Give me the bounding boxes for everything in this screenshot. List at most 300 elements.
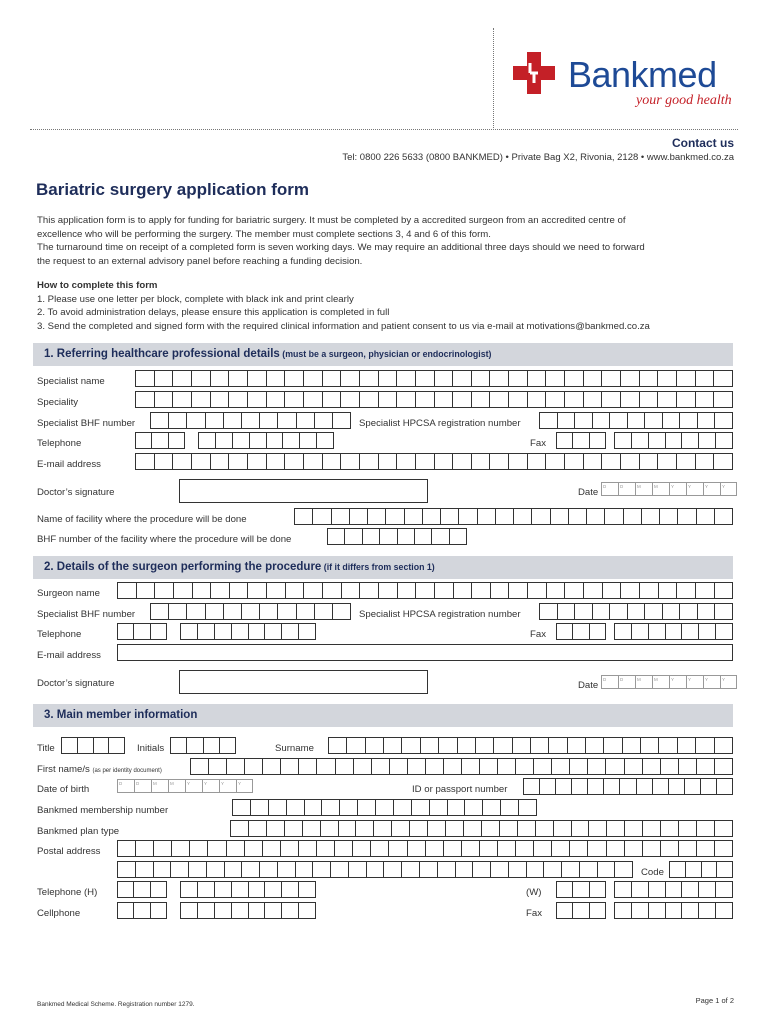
letter-box[interactable] <box>357 799 375 816</box>
letter-box[interactable] <box>172 370 191 387</box>
letter-box[interactable] <box>415 370 434 387</box>
letter-box[interactable] <box>583 453 602 470</box>
letter-box[interactable] <box>641 508 659 525</box>
letter-box[interactable] <box>303 582 322 599</box>
letter-box[interactable] <box>648 881 665 898</box>
letter-box[interactable] <box>434 453 453 470</box>
letter-box[interactable] <box>497 758 515 775</box>
letter-box[interactable] <box>411 799 429 816</box>
letter-box[interactable] <box>396 391 415 408</box>
letter-box[interactable] <box>415 391 434 408</box>
letter-box[interactable] <box>214 623 231 640</box>
letter-box[interactable] <box>453 582 472 599</box>
letter-box[interactable] <box>420 737 438 754</box>
member-fax-code-boxes[interactable] <box>556 902 606 919</box>
letter-box[interactable] <box>527 582 546 599</box>
letter-box[interactable] <box>277 861 295 878</box>
letter-box[interactable] <box>244 758 262 775</box>
letter-box[interactable] <box>61 737 77 754</box>
fax-code-boxes[interactable] <box>556 432 606 449</box>
member-fax-number-boxes[interactable] <box>614 902 733 919</box>
letter-box[interactable] <box>614 432 631 449</box>
letter-box[interactable] <box>679 412 697 429</box>
letter-box[interactable] <box>266 432 283 449</box>
letter-box[interactable] <box>284 370 303 387</box>
letter-box[interactable] <box>526 861 544 878</box>
letter-box[interactable] <box>620 453 639 470</box>
letter-box[interactable] <box>355 820 373 837</box>
letter-box[interactable] <box>332 603 351 620</box>
date-digit-box[interactable]: Y <box>686 482 703 496</box>
letter-box[interactable] <box>508 453 527 470</box>
cellphone-number-boxes[interactable] <box>180 902 316 919</box>
letter-box[interactable] <box>186 603 204 620</box>
letter-box[interactable] <box>620 582 639 599</box>
letter-box[interactable] <box>475 737 493 754</box>
telephone-work-number-boxes[interactable] <box>614 881 733 898</box>
letter-box[interactable] <box>154 391 173 408</box>
letter-box[interactable] <box>340 391 359 408</box>
letter-box[interactable] <box>681 432 698 449</box>
letter-box[interactable] <box>383 861 401 878</box>
letter-box[interactable] <box>219 737 236 754</box>
letter-box[interactable] <box>500 799 518 816</box>
letter-box[interactable] <box>316 758 334 775</box>
letter-box[interactable] <box>407 840 425 857</box>
letter-box[interactable] <box>652 778 668 795</box>
letter-box[interactable] <box>603 778 619 795</box>
letter-box[interactable] <box>133 902 149 919</box>
letter-box[interactable] <box>698 432 715 449</box>
postal-code-boxes[interactable] <box>669 861 733 878</box>
letter-box[interactable] <box>331 508 349 525</box>
letter-box[interactable] <box>471 453 490 470</box>
letter-box[interactable] <box>191 370 210 387</box>
letter-box[interactable] <box>614 623 631 640</box>
letter-box[interactable] <box>556 881 572 898</box>
letter-box[interactable] <box>268 799 286 816</box>
letter-box[interactable] <box>716 861 733 878</box>
letter-box[interactable] <box>206 861 224 878</box>
letter-box[interactable] <box>151 432 167 449</box>
letter-box[interactable] <box>639 370 658 387</box>
letter-box[interactable] <box>597 861 615 878</box>
member-title-boxes[interactable] <box>61 737 125 754</box>
letter-box[interactable] <box>344 528 361 545</box>
letter-box[interactable] <box>517 820 535 837</box>
letter-box[interactable] <box>108 737 125 754</box>
letter-box[interactable] <box>135 861 153 878</box>
letter-box[interactable] <box>557 603 575 620</box>
letter-box[interactable] <box>389 758 407 775</box>
letter-box[interactable] <box>328 737 346 754</box>
letter-box[interactable] <box>624 840 642 857</box>
letter-box[interactable] <box>602 582 621 599</box>
letter-box[interactable] <box>609 412 627 429</box>
letter-box[interactable] <box>397 582 416 599</box>
letter-box[interactable] <box>117 881 133 898</box>
surgeon-fax-code-boxes[interactable] <box>556 623 606 640</box>
date-digit-box[interactable]: Y <box>703 482 720 496</box>
letter-box[interactable] <box>527 391 546 408</box>
surgeon-bhf-boxes[interactable] <box>150 603 351 620</box>
letter-box[interactable] <box>277 412 295 429</box>
surgeon-telephone-code-boxes[interactable] <box>117 623 167 640</box>
letter-box[interactable] <box>180 623 197 640</box>
letter-box[interactable] <box>266 370 285 387</box>
letter-box[interactable] <box>512 737 530 754</box>
letter-box[interactable] <box>298 840 316 857</box>
membership-number-boxes[interactable] <box>232 799 537 816</box>
letter-box[interactable] <box>231 902 248 919</box>
letter-box[interactable] <box>117 902 133 919</box>
letter-box[interactable] <box>606 840 624 857</box>
letter-box[interactable] <box>631 432 648 449</box>
letter-box[interactable] <box>698 881 715 898</box>
letter-box[interactable] <box>685 861 701 878</box>
letter-box[interactable] <box>153 840 171 857</box>
letter-box[interactable] <box>304 799 322 816</box>
letter-box[interactable] <box>365 737 383 754</box>
letter-box[interactable] <box>681 902 698 919</box>
letter-box[interactable] <box>587 778 603 795</box>
letter-box[interactable] <box>571 820 589 837</box>
letter-box[interactable] <box>681 881 698 898</box>
surname-boxes[interactable] <box>328 737 733 754</box>
letter-box[interactable] <box>515 840 533 857</box>
letter-box[interactable] <box>583 370 602 387</box>
letter-box[interactable] <box>606 820 624 837</box>
letter-box[interactable] <box>135 370 154 387</box>
letter-box[interactable] <box>348 861 366 878</box>
letter-box[interactable] <box>636 778 652 795</box>
letter-box[interactable] <box>228 370 247 387</box>
letter-box[interactable] <box>662 603 680 620</box>
letter-box[interactable] <box>714 412 733 429</box>
letter-box[interactable] <box>665 623 682 640</box>
letter-box[interactable] <box>627 412 645 429</box>
letter-box[interactable] <box>322 391 341 408</box>
letter-box[interactable] <box>383 737 401 754</box>
letter-box[interactable] <box>697 603 715 620</box>
letter-box[interactable] <box>434 391 453 408</box>
letter-box[interactable] <box>266 582 285 599</box>
letter-box[interactable] <box>556 432 572 449</box>
letter-box[interactable] <box>644 603 662 620</box>
letter-box[interactable] <box>589 881 606 898</box>
letter-box[interactable] <box>249 432 266 449</box>
letter-box[interactable] <box>281 623 298 640</box>
date-digit-box[interactable]: Y <box>185 779 202 793</box>
surgeon-signature-box[interactable] <box>179 670 428 694</box>
letter-box[interactable] <box>574 412 592 429</box>
letter-box[interactable] <box>601 370 620 387</box>
letter-box[interactable] <box>539 603 557 620</box>
letter-box[interactable] <box>445 820 463 837</box>
letter-box[interactable] <box>614 902 631 919</box>
letter-box[interactable] <box>497 840 515 857</box>
letter-box[interactable] <box>359 453 378 470</box>
letter-box[interactable] <box>696 758 714 775</box>
letter-box[interactable] <box>481 820 499 837</box>
initials-boxes[interactable] <box>170 737 236 754</box>
letter-box[interactable] <box>696 840 714 857</box>
letter-box[interactable] <box>564 453 583 470</box>
facility-bhf-boxes[interactable] <box>327 528 467 545</box>
letter-box[interactable] <box>248 881 265 898</box>
letter-box[interactable] <box>247 391 266 408</box>
letter-box[interactable] <box>248 820 266 837</box>
letter-box[interactable] <box>349 508 367 525</box>
letter-box[interactable] <box>135 453 154 470</box>
letter-box[interactable] <box>298 758 316 775</box>
letter-box[interactable] <box>379 528 396 545</box>
specialist-hpcsa-boxes[interactable] <box>539 412 733 429</box>
letter-box[interactable] <box>136 582 155 599</box>
letter-box[interactable] <box>530 737 548 754</box>
letter-box[interactable] <box>404 508 422 525</box>
letter-box[interactable] <box>197 902 214 919</box>
date-digit-box[interactable]: Y <box>202 779 219 793</box>
letter-box[interactable] <box>678 840 696 857</box>
letter-box[interactable] <box>244 840 262 857</box>
letter-box[interactable] <box>295 861 313 878</box>
telephone-home-number-boxes[interactable] <box>180 881 316 898</box>
telephone-work-code-boxes[interactable] <box>556 881 606 898</box>
letter-box[interactable] <box>648 432 665 449</box>
letter-box[interactable] <box>429 799 447 816</box>
letter-box[interactable] <box>658 582 677 599</box>
letter-box[interactable] <box>93 737 109 754</box>
letter-box[interactable] <box>440 508 458 525</box>
letter-box[interactable] <box>223 412 241 429</box>
letter-box[interactable] <box>284 820 302 837</box>
letter-box[interactable] <box>154 582 173 599</box>
letter-box[interactable] <box>572 902 588 919</box>
letter-box[interactable] <box>489 453 508 470</box>
letter-box[interactable] <box>714 840 733 857</box>
letter-box[interactable] <box>339 799 357 816</box>
letter-box[interactable] <box>189 840 207 857</box>
letter-box[interactable] <box>226 758 244 775</box>
date-digit-box[interactable]: D <box>134 779 151 793</box>
letter-box[interactable] <box>605 758 623 775</box>
letter-box[interactable] <box>499 820 517 837</box>
date-digit-box[interactable]: Y <box>669 482 686 496</box>
letter-box[interactable] <box>639 391 658 408</box>
letter-box[interactable] <box>640 737 658 754</box>
letter-box[interactable] <box>312 861 330 878</box>
letter-box[interactable] <box>340 453 359 470</box>
letter-box[interactable] <box>205 412 223 429</box>
letter-box[interactable] <box>334 840 352 857</box>
letter-box[interactable] <box>564 582 583 599</box>
letter-box[interactable] <box>550 508 568 525</box>
fax-number-boxes[interactable] <box>614 432 733 449</box>
letter-box[interactable] <box>248 902 265 919</box>
letter-box[interactable] <box>77 737 93 754</box>
date-digit-box[interactable]: Y <box>703 675 720 689</box>
letter-box[interactable] <box>259 603 277 620</box>
letter-box[interactable] <box>282 432 299 449</box>
letter-box[interactable] <box>133 881 149 898</box>
surgeon-email-box[interactable] <box>117 644 733 661</box>
letter-box[interactable] <box>715 881 733 898</box>
letter-box[interactable] <box>677 508 695 525</box>
letter-box[interactable] <box>619 778 635 795</box>
letter-box[interactable] <box>231 881 248 898</box>
date-digit-box[interactable]: D <box>618 675 635 689</box>
letter-box[interactable] <box>657 453 676 470</box>
surgeon-fax-number-boxes[interactable] <box>614 623 733 640</box>
letter-box[interactable] <box>624 820 642 837</box>
letter-box[interactable] <box>385 508 403 525</box>
letter-box[interactable] <box>180 881 197 898</box>
letter-box[interactable] <box>696 820 714 837</box>
letter-box[interactable] <box>205 603 223 620</box>
letter-box[interactable] <box>452 391 471 408</box>
letter-box[interactable] <box>447 799 465 816</box>
letter-box[interactable] <box>515 758 533 775</box>
letter-box[interactable] <box>713 391 733 408</box>
surgeon-telephone-number-boxes[interactable] <box>180 623 316 640</box>
letter-box[interactable] <box>153 861 171 878</box>
letter-box[interactable] <box>230 820 248 837</box>
letter-box[interactable] <box>303 391 322 408</box>
letter-box[interactable] <box>154 370 173 387</box>
letter-box[interactable] <box>419 861 437 878</box>
letter-box[interactable] <box>564 391 583 408</box>
letter-box[interactable] <box>264 623 281 640</box>
letter-box[interactable] <box>266 820 284 837</box>
letter-box[interactable] <box>660 840 678 857</box>
letter-box[interactable] <box>644 412 662 429</box>
letter-box[interactable] <box>660 758 678 775</box>
letter-box[interactable] <box>322 582 341 599</box>
letter-box[interactable] <box>191 453 210 470</box>
letter-box[interactable] <box>676 453 695 470</box>
date-digit-box[interactable]: M <box>652 675 669 689</box>
letter-box[interactable] <box>533 840 551 857</box>
letter-box[interactable] <box>713 453 733 470</box>
letter-box[interactable] <box>414 528 431 545</box>
letter-box[interactable] <box>284 453 303 470</box>
date-digit-box[interactable]: M <box>652 482 669 496</box>
letter-box[interactable] <box>247 453 266 470</box>
letter-box[interactable] <box>648 902 665 919</box>
letter-box[interactable] <box>296 603 314 620</box>
letter-box[interactable] <box>303 453 322 470</box>
letter-box[interactable] <box>223 603 241 620</box>
letter-box[interactable] <box>422 508 440 525</box>
letter-box[interactable] <box>247 370 266 387</box>
letter-box[interactable] <box>695 391 714 408</box>
surgeon-date-boxes[interactable] <box>601 675 737 689</box>
letter-box[interactable] <box>648 623 665 640</box>
letter-box[interactable] <box>210 370 229 387</box>
letter-box[interactable] <box>471 582 490 599</box>
letter-box[interactable] <box>556 623 572 640</box>
letter-box[interactable] <box>642 820 660 837</box>
letter-box[interactable] <box>614 861 633 878</box>
letter-box[interactable] <box>352 840 370 857</box>
letter-box[interactable] <box>714 820 733 837</box>
speciality-boxes[interactable] <box>135 391 733 408</box>
letter-box[interactable] <box>449 528 467 545</box>
letter-box[interactable] <box>678 820 696 837</box>
letter-box[interactable] <box>373 820 391 837</box>
letter-box[interactable] <box>477 508 495 525</box>
letter-box[interactable] <box>197 881 214 898</box>
letter-box[interactable] <box>631 623 648 640</box>
letter-box[interactable] <box>367 508 385 525</box>
letter-box[interactable] <box>168 432 185 449</box>
letter-box[interactable] <box>286 799 304 816</box>
letter-box[interactable] <box>180 902 197 919</box>
letter-box[interactable] <box>210 453 229 470</box>
letter-box[interactable] <box>714 758 733 775</box>
letter-box[interactable] <box>264 881 281 898</box>
letter-box[interactable] <box>657 370 676 387</box>
date-digit-box[interactable]: Y <box>236 779 253 793</box>
letter-box[interactable] <box>665 881 682 898</box>
date-digit-box[interactable]: D <box>601 482 618 496</box>
letter-box[interactable] <box>338 820 356 837</box>
letter-box[interactable] <box>660 820 678 837</box>
letter-box[interactable] <box>327 528 344 545</box>
letter-box[interactable] <box>508 370 527 387</box>
letter-box[interactable] <box>298 902 316 919</box>
letter-box[interactable] <box>378 582 397 599</box>
letter-box[interactable] <box>482 799 500 816</box>
letter-box[interactable] <box>210 391 229 408</box>
first-names-boxes[interactable] <box>190 758 733 775</box>
letter-box[interactable] <box>280 840 298 857</box>
letter-box[interactable] <box>535 820 553 837</box>
letter-box[interactable] <box>658 737 676 754</box>
letter-box[interactable] <box>572 881 588 898</box>
letter-box[interactable] <box>259 412 277 429</box>
letter-box[interactable] <box>588 820 606 837</box>
letter-box[interactable] <box>458 508 476 525</box>
letter-box[interactable] <box>587 840 605 857</box>
letter-box[interactable] <box>489 391 508 408</box>
letter-box[interactable] <box>168 603 186 620</box>
letter-box[interactable] <box>493 737 511 754</box>
letter-box[interactable] <box>335 758 353 775</box>
letter-box[interactable] <box>546 582 565 599</box>
letter-box[interactable] <box>642 758 660 775</box>
letter-box[interactable] <box>171 840 189 857</box>
date-digit-box[interactable]: M <box>151 779 168 793</box>
letter-box[interactable] <box>262 840 280 857</box>
letter-box[interactable] <box>513 508 531 525</box>
letter-box[interactable] <box>490 861 508 878</box>
date-digit-box[interactable]: Y <box>720 482 737 496</box>
letter-box[interactable] <box>614 881 631 898</box>
letter-box[interactable] <box>495 508 513 525</box>
plan-type-boxes[interactable] <box>230 820 733 837</box>
letter-box[interactable] <box>210 582 229 599</box>
letter-box[interactable] <box>642 840 660 857</box>
letter-box[interactable] <box>262 758 280 775</box>
letter-box[interactable] <box>715 432 733 449</box>
letter-box[interactable] <box>366 861 384 878</box>
letter-box[interactable] <box>639 453 658 470</box>
letter-box[interactable] <box>285 582 304 599</box>
letter-box[interactable] <box>533 758 551 775</box>
date-digit-box[interactable]: M <box>635 482 652 496</box>
